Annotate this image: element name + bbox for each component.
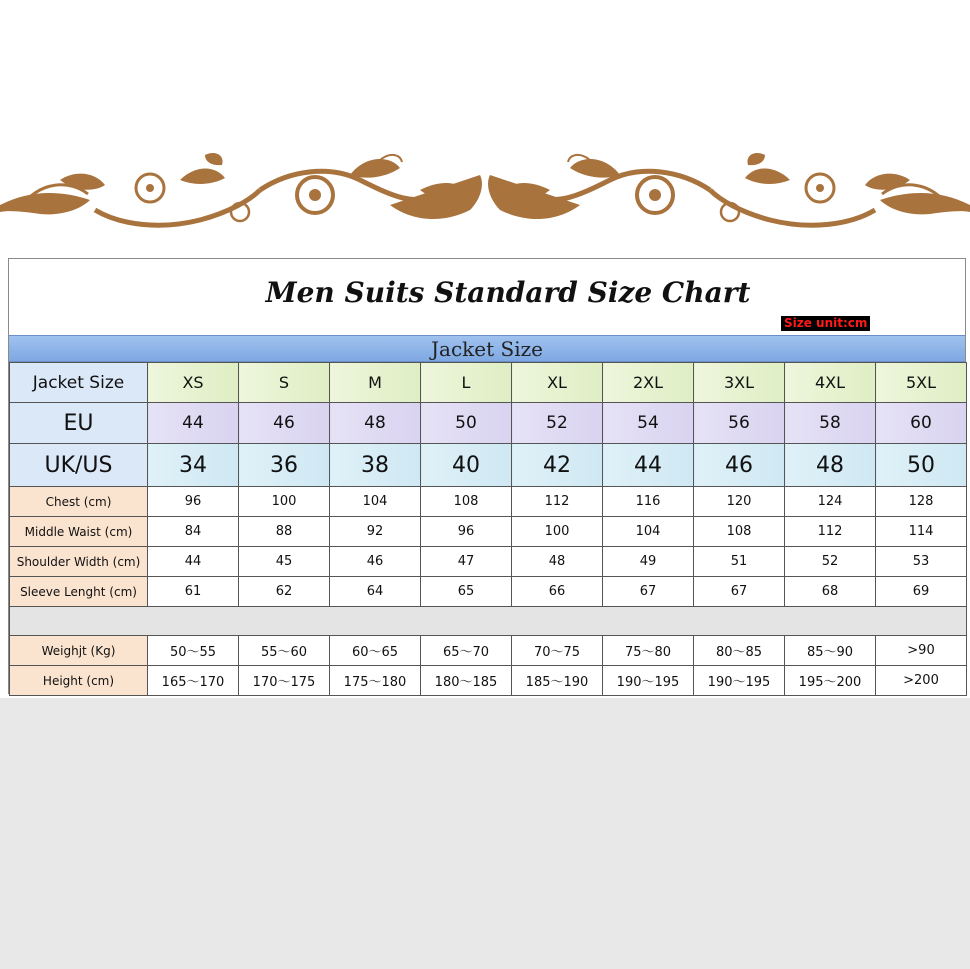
table-cell: 175～180 [330,666,421,696]
row-label: Weighjt (Kg) [10,636,148,666]
table-row [10,403,967,444]
table-cell: 53 [876,547,967,577]
table-cell: 165～170 [148,666,239,696]
table-cell: 60～65 [330,636,421,666]
table-cell: 52 [785,547,876,577]
table-cell: 66 [512,577,603,607]
table-cell: 52 [512,403,603,444]
table-cell: 65～70 [421,636,512,666]
table-cell: 67 [603,577,694,607]
table-cell: 56 [694,403,785,444]
table-cell: 65 [421,577,512,607]
table-cell: 92 [330,517,421,547]
table-cell: 120 [694,487,785,517]
table-cell: 44 [603,444,694,487]
unit-note: Size unit:cm [781,316,870,331]
table-cell: 60 [876,403,967,444]
table-cell: 48 [785,444,876,487]
table-cell: 112 [512,487,603,517]
table-cell: 2XL [603,363,694,403]
table-cell: 44 [148,403,239,444]
table-cell: >90 [876,636,967,666]
table-cell: 58 [785,403,876,444]
table-row [10,636,967,666]
table-cell: 195～200 [785,666,876,696]
floral-ornament-icon [0,150,970,250]
table-cell: 68 [785,577,876,607]
table-cell: 64 [330,577,421,607]
table-cell: 100 [512,517,603,547]
table-cell: 69 [876,577,967,607]
table-row [10,487,967,517]
table-cell: 85～90 [785,636,876,666]
table-cell: 48 [512,547,603,577]
row-label: Jacket Size [10,363,148,403]
spacer-cell [10,607,967,636]
table-cell: 84 [148,517,239,547]
table-cell: 45 [239,547,330,577]
table-row [10,666,967,696]
table-cell: 70～75 [512,636,603,666]
table-cell: 47 [421,547,512,577]
table-cell: 5XL [876,363,967,403]
table-cell: XL [512,363,603,403]
table-cell: 38 [330,444,421,487]
table-row [10,363,967,403]
jacket-size-band: Jacket Size [9,335,965,362]
table-cell: 108 [694,517,785,547]
table-cell: S [239,363,330,403]
table-cell: 185～190 [512,666,603,696]
table-cell: 34 [148,444,239,487]
table-cell: 50 [421,403,512,444]
table-cell: 104 [330,487,421,517]
size-table-body [10,363,967,696]
table-cell: 50～55 [148,636,239,666]
size-table [9,362,967,696]
table-cell: 96 [148,487,239,517]
table-cell: 80～85 [694,636,785,666]
table-cell: 55～60 [239,636,330,666]
table-cell: 46 [330,547,421,577]
table-cell: 3XL [694,363,785,403]
table-cell: 61 [148,577,239,607]
table-cell: 96 [421,517,512,547]
table-cell: 44 [148,547,239,577]
table-cell: 88 [239,517,330,547]
table-cell: 100 [239,487,330,517]
table-cell: 51 [694,547,785,577]
table-cell: 104 [603,517,694,547]
table-cell: 67 [694,577,785,607]
table-cell: 40 [421,444,512,487]
table-cell: 114 [876,517,967,547]
table-row [10,577,967,607]
table-cell: 170～175 [239,666,330,696]
table-cell: 116 [603,487,694,517]
table-cell: XS [148,363,239,403]
table-cell: 46 [239,403,330,444]
table-cell: 75～80 [603,636,694,666]
row-label: Chest (cm) [10,487,148,517]
row-label: Middle Waist (cm) [10,517,148,547]
table-row [10,444,967,487]
table-cell: 190～195 [694,666,785,696]
table-cell: 4XL [785,363,876,403]
table-cell: >200 [876,666,967,696]
row-label: Sleeve Lenght (cm) [10,577,148,607]
table-cell: 49 [603,547,694,577]
table-row [10,517,967,547]
table-cell: 190～195 [603,666,694,696]
table-cell: L [421,363,512,403]
table-cell: 62 [239,577,330,607]
table-cell: 36 [239,444,330,487]
table-cell: 180～185 [421,666,512,696]
row-label: Height (cm) [10,666,148,696]
table-cell: 112 [785,517,876,547]
table-cell: 48 [330,403,421,444]
table-cell: 50 [876,444,967,487]
table-row [10,547,967,577]
table-cell: 46 [694,444,785,487]
table-cell: 108 [421,487,512,517]
row-label: Shoulder Width (cm) [10,547,148,577]
table-cell: M [330,363,421,403]
table-cell: 54 [603,403,694,444]
table-cell: 42 [512,444,603,487]
table-cell: 128 [876,487,967,517]
chart-title: Men Suits Standard Size Chart [265,276,751,309]
row-label: UK/US [10,444,148,487]
table-cell: 124 [785,487,876,517]
table-spacer-row [10,607,967,636]
row-label: EU [10,403,148,444]
